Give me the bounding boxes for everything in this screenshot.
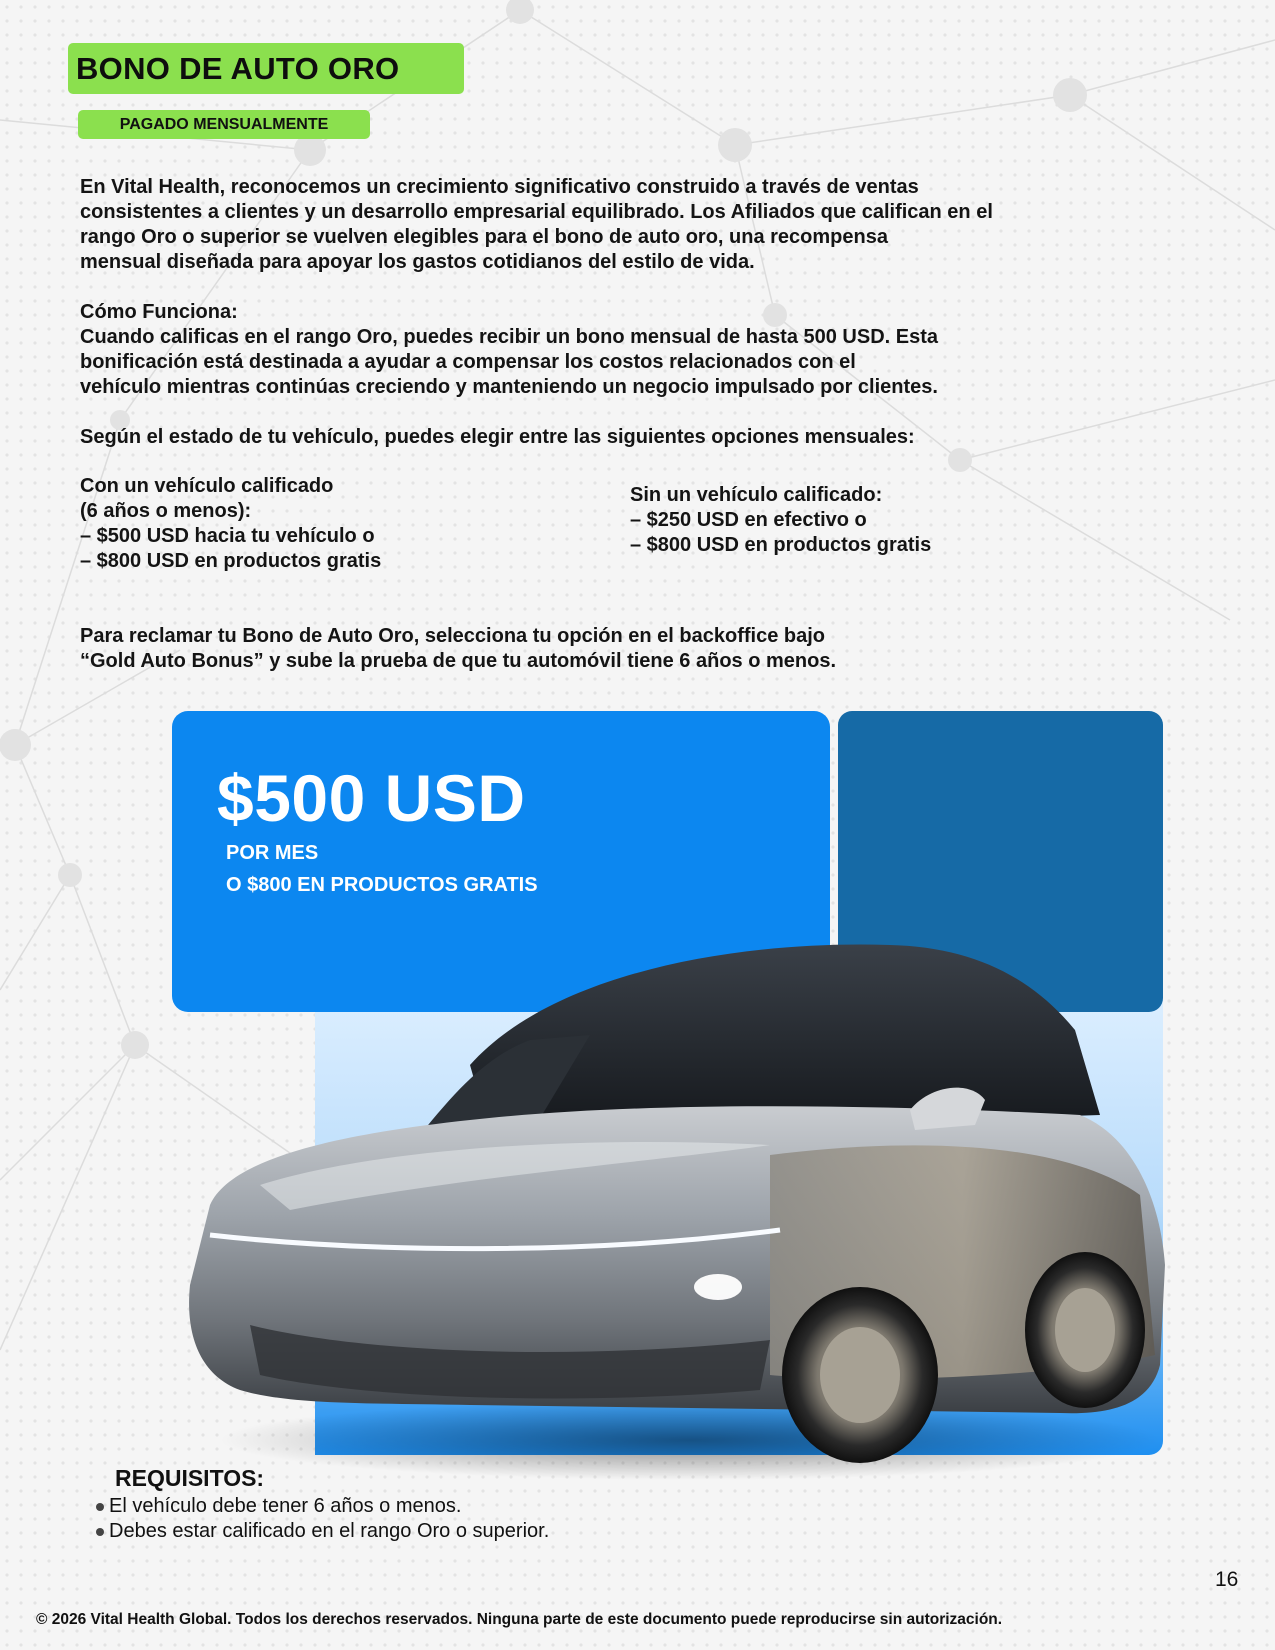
option-line: Con un vehículo calificado xyxy=(80,475,334,497)
list-item xyxy=(96,1519,549,1544)
option-line: – $800 USD en productos gratis xyxy=(630,534,932,556)
requirements-title: REQUISITOS: xyxy=(115,1465,265,1491)
page-title: BONO DE AUTO ORO xyxy=(68,43,464,94)
options-with-vehicle xyxy=(80,474,600,574)
promo-per-month: POR MES xyxy=(226,842,319,864)
requirements-list xyxy=(96,1494,549,1544)
option-line: Sin un vehículo calificado: xyxy=(630,484,883,506)
intro-paragraph xyxy=(80,175,1220,275)
claim-line: Para reclamar tu Bono de Auto Oro, selecciona tu opción en el backoffice bajo xyxy=(80,625,825,647)
requirement-text: El vehículo debe tener 6 años o menos. xyxy=(109,1495,462,1517)
page-number: 16 xyxy=(1215,1568,1239,1591)
how-it-works-line: Cuando calificas en el rango Oro, puedes recibir un bono mensual de hasta 500 USD. Esta xyxy=(80,326,939,348)
car-image xyxy=(170,935,1175,1480)
intro-line: consistentes a clientes y un desarrollo empresarial equilibrado. Los Afiliados que califican en el xyxy=(80,201,993,223)
bullet-icon xyxy=(96,1503,104,1511)
list-item xyxy=(96,1494,549,1519)
promo-price: $500 USD xyxy=(217,761,526,835)
options-without-vehicle xyxy=(630,483,1150,558)
promo-alternative: O $800 EN PRODUCTOS GRATIS xyxy=(226,874,538,896)
how-it-works-heading: Cómo Funciona: xyxy=(80,301,238,323)
bullet-icon xyxy=(96,1528,104,1536)
intro-line: mensual diseñada para apoyar los gastos cotidianos del estilo de vida. xyxy=(80,251,755,273)
claim-line: “Gold Auto Bonus” y sube la prueba de que tu automóvil tiene 6 años o menos. xyxy=(80,650,837,672)
requirement-text: Debes estar calificado en el rango Oro o superior. xyxy=(109,1520,550,1542)
intro-line: rango Oro o superior se vuelven elegibles para el bono de auto oro, una recompensa xyxy=(80,226,888,248)
option-line: – $500 USD hacia tu vehículo o xyxy=(80,525,375,547)
options-intro: Según el estado de tu vehículo, puedes elegir entre las siguientes opciones mensuales: xyxy=(80,426,915,448)
how-it-works-line: vehículo mientras continúas creciendo y manteniendo un negocio impulsado por clientes. xyxy=(80,376,938,398)
claim-instructions xyxy=(80,624,1220,674)
how-it-works-line: bonificación está destinada a ayudar a compensar los costos relacionados con el xyxy=(80,351,856,373)
how-it-works-section xyxy=(80,300,1220,400)
intro-line: En Vital Health, reconocemos un crecimiento significativo construido a través de ventas xyxy=(80,176,919,198)
copyright-footer: © 2026 Vital Health Global. Todos los derechos reservados. Ninguna parte de este documento puede reproducirse sin autorización. xyxy=(36,1611,1003,1628)
payment-frequency-badge: PAGADO MENSUALMENTE xyxy=(78,110,370,139)
option-line: – $250 USD en efectivo o xyxy=(630,509,867,531)
option-line: (6 años o menos): xyxy=(80,500,252,522)
option-line: – $800 USD en productos gratis xyxy=(80,550,382,572)
